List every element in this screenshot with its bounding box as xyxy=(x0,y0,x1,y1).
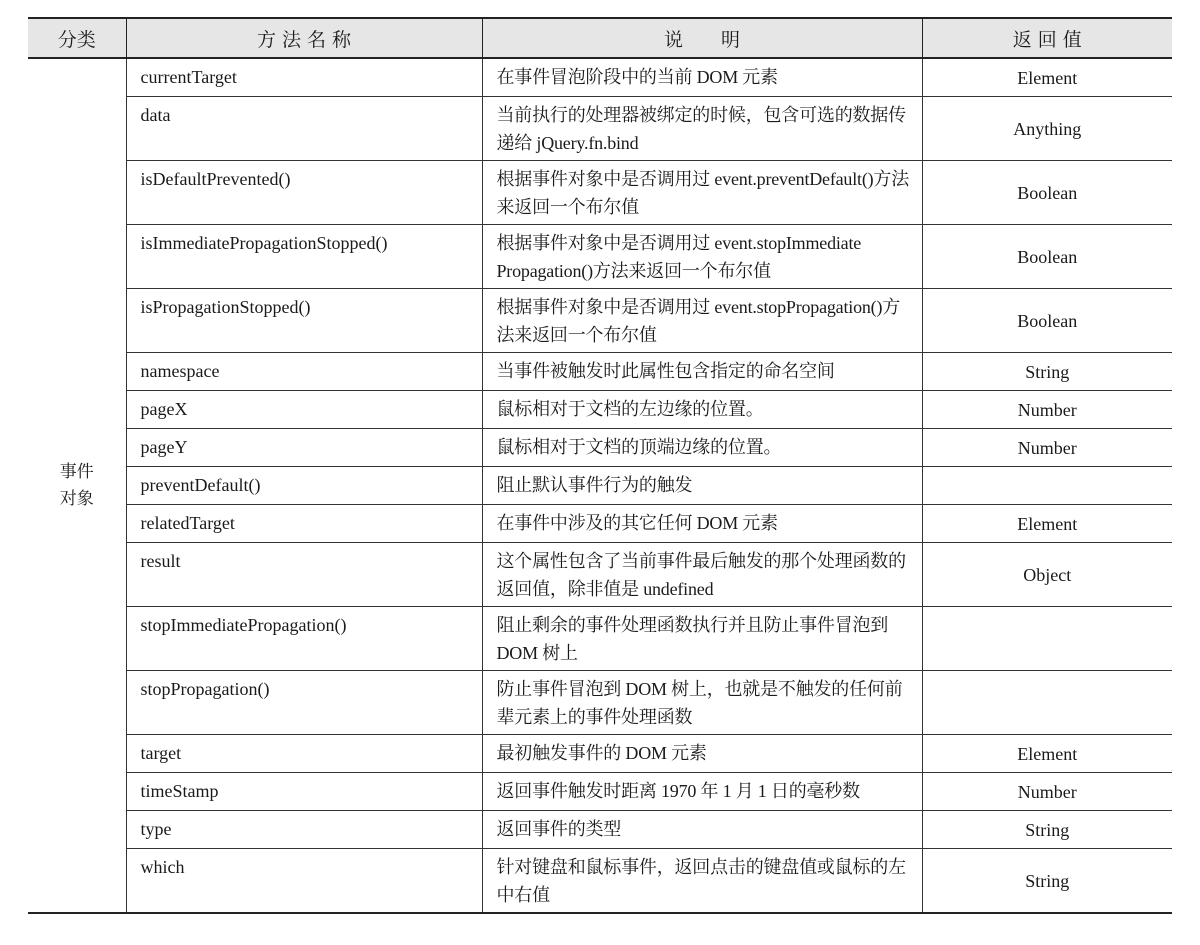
return-value-cell: String xyxy=(922,849,1172,914)
return-value-cell: String xyxy=(922,353,1172,391)
table-row xyxy=(28,429,1172,467)
description-cell: 当事件被触发时此属性包含指定的命名空间 xyxy=(482,353,922,391)
table-body xyxy=(28,58,1172,913)
header-description: 说 明 xyxy=(482,18,922,58)
category-label-line2: 对象 xyxy=(59,488,94,509)
description-cell: 阻止默认事件行为的触发 xyxy=(482,467,922,505)
table-row xyxy=(28,467,1172,505)
method-name-cell: result xyxy=(126,543,482,607)
description-cell: 在事件中涉及的其它任何 DOM 元素 xyxy=(482,505,922,543)
header-category: 分类 xyxy=(28,18,126,58)
method-name-cell: isDefaultPrevented() xyxy=(126,161,482,225)
method-name-cell: isPropagationStopped() xyxy=(126,289,482,353)
description-cell: 返回事件的类型 xyxy=(482,811,922,849)
description-cell: 根据事件对象中是否调用过 event.preventDefault()方法来返回一个布尔值 xyxy=(482,161,922,225)
header-row xyxy=(28,18,1172,58)
description-cell: 根据事件对象中是否调用过 event.stopImmediate Propagation()方法来返回一个布尔值 xyxy=(482,225,922,289)
description-cell: 防止事件冒泡到 DOM 树上，也就是不触发的任何前辈元素上的事件处理函数 xyxy=(482,671,922,735)
return-value-cell: Element xyxy=(922,505,1172,543)
table-row xyxy=(28,391,1172,429)
table-row xyxy=(28,225,1172,289)
return-value-cell: Boolean xyxy=(922,289,1172,353)
description-cell: 根据事件对象中是否调用过 event.stopPropagation()方法来返回一个布尔值 xyxy=(482,289,922,353)
return-value-cell: String xyxy=(922,811,1172,849)
return-value-cell: Number xyxy=(922,773,1172,811)
table-header xyxy=(28,18,1172,58)
description-cell: 这个属性包含了当前事件最后触发的那个处理函数的返回值，除非值是 undefined xyxy=(482,543,922,607)
header-return-value: 返 回 值 xyxy=(922,18,1172,58)
method-name-cell: data xyxy=(126,97,482,161)
description-cell: 当前执行的处理器被绑定的时候，包含可选的数据传递给 jQuery.fn.bind xyxy=(482,97,922,161)
category-cell xyxy=(28,58,126,913)
method-name-cell: pageX xyxy=(126,391,482,429)
return-value-cell: Anything xyxy=(922,97,1172,161)
event-object-methods-table xyxy=(28,17,1172,914)
method-name-cell: which xyxy=(126,849,482,914)
method-name-cell: stopImmediatePropagation() xyxy=(126,607,482,671)
description-cell: 返回事件触发时距离 1970 年 1 月 1 日的毫秒数 xyxy=(482,773,922,811)
table-row xyxy=(28,671,1172,735)
table-row xyxy=(28,607,1172,671)
table-row xyxy=(28,505,1172,543)
table-row xyxy=(28,811,1172,849)
description-cell: 在事件冒泡阶段中的当前 DOM 元素 xyxy=(482,58,922,97)
description-cell: 阻止剩余的事件处理函数执行并且防止事件冒泡到 DOM 树上 xyxy=(482,607,922,671)
method-name-cell: pageY xyxy=(126,429,482,467)
header-method-name: 方 法 名 称 xyxy=(126,18,482,58)
return-value-cell: Element xyxy=(922,735,1172,773)
description-cell: 鼠标相对于文档的左边缘的位置。 xyxy=(482,391,922,429)
method-name-cell: currentTarget xyxy=(126,58,482,97)
return-value-cell xyxy=(922,467,1172,505)
return-value-cell: Number xyxy=(922,429,1172,467)
table-row xyxy=(28,97,1172,161)
table-row xyxy=(28,353,1172,391)
return-value-cell xyxy=(922,607,1172,671)
return-value-cell: Boolean xyxy=(922,225,1172,289)
method-name-cell: namespace xyxy=(126,353,482,391)
method-name-cell: timeStamp xyxy=(126,773,482,811)
method-name-cell: target xyxy=(126,735,482,773)
return-value-cell xyxy=(922,671,1172,735)
table-row xyxy=(28,735,1172,773)
table-row xyxy=(28,58,1172,97)
description-cell: 鼠标相对于文档的顶端边缘的位置。 xyxy=(482,429,922,467)
table-row xyxy=(28,161,1172,225)
method-name-cell: type xyxy=(126,811,482,849)
return-value-cell: Object xyxy=(922,543,1172,607)
method-name-cell: relatedTarget xyxy=(126,505,482,543)
table-row xyxy=(28,849,1172,914)
method-name-cell: preventDefault() xyxy=(126,467,482,505)
table-row xyxy=(28,289,1172,353)
table-row xyxy=(28,543,1172,607)
category-label-line1: 事件 xyxy=(59,461,94,482)
return-value-cell: Boolean xyxy=(922,161,1172,225)
description-cell: 针对键盘和鼠标事件，返回点击的键盘值或鼠标的左中右值 xyxy=(482,849,922,914)
method-name-cell: isImmediatePropagationStopped() xyxy=(126,225,482,289)
method-name-cell: stopPropagation() xyxy=(126,671,482,735)
return-value-cell: Element xyxy=(922,58,1172,97)
table-row xyxy=(28,773,1172,811)
return-value-cell: Number xyxy=(922,391,1172,429)
description-cell: 最初触发事件的 DOM 元素 xyxy=(482,735,922,773)
